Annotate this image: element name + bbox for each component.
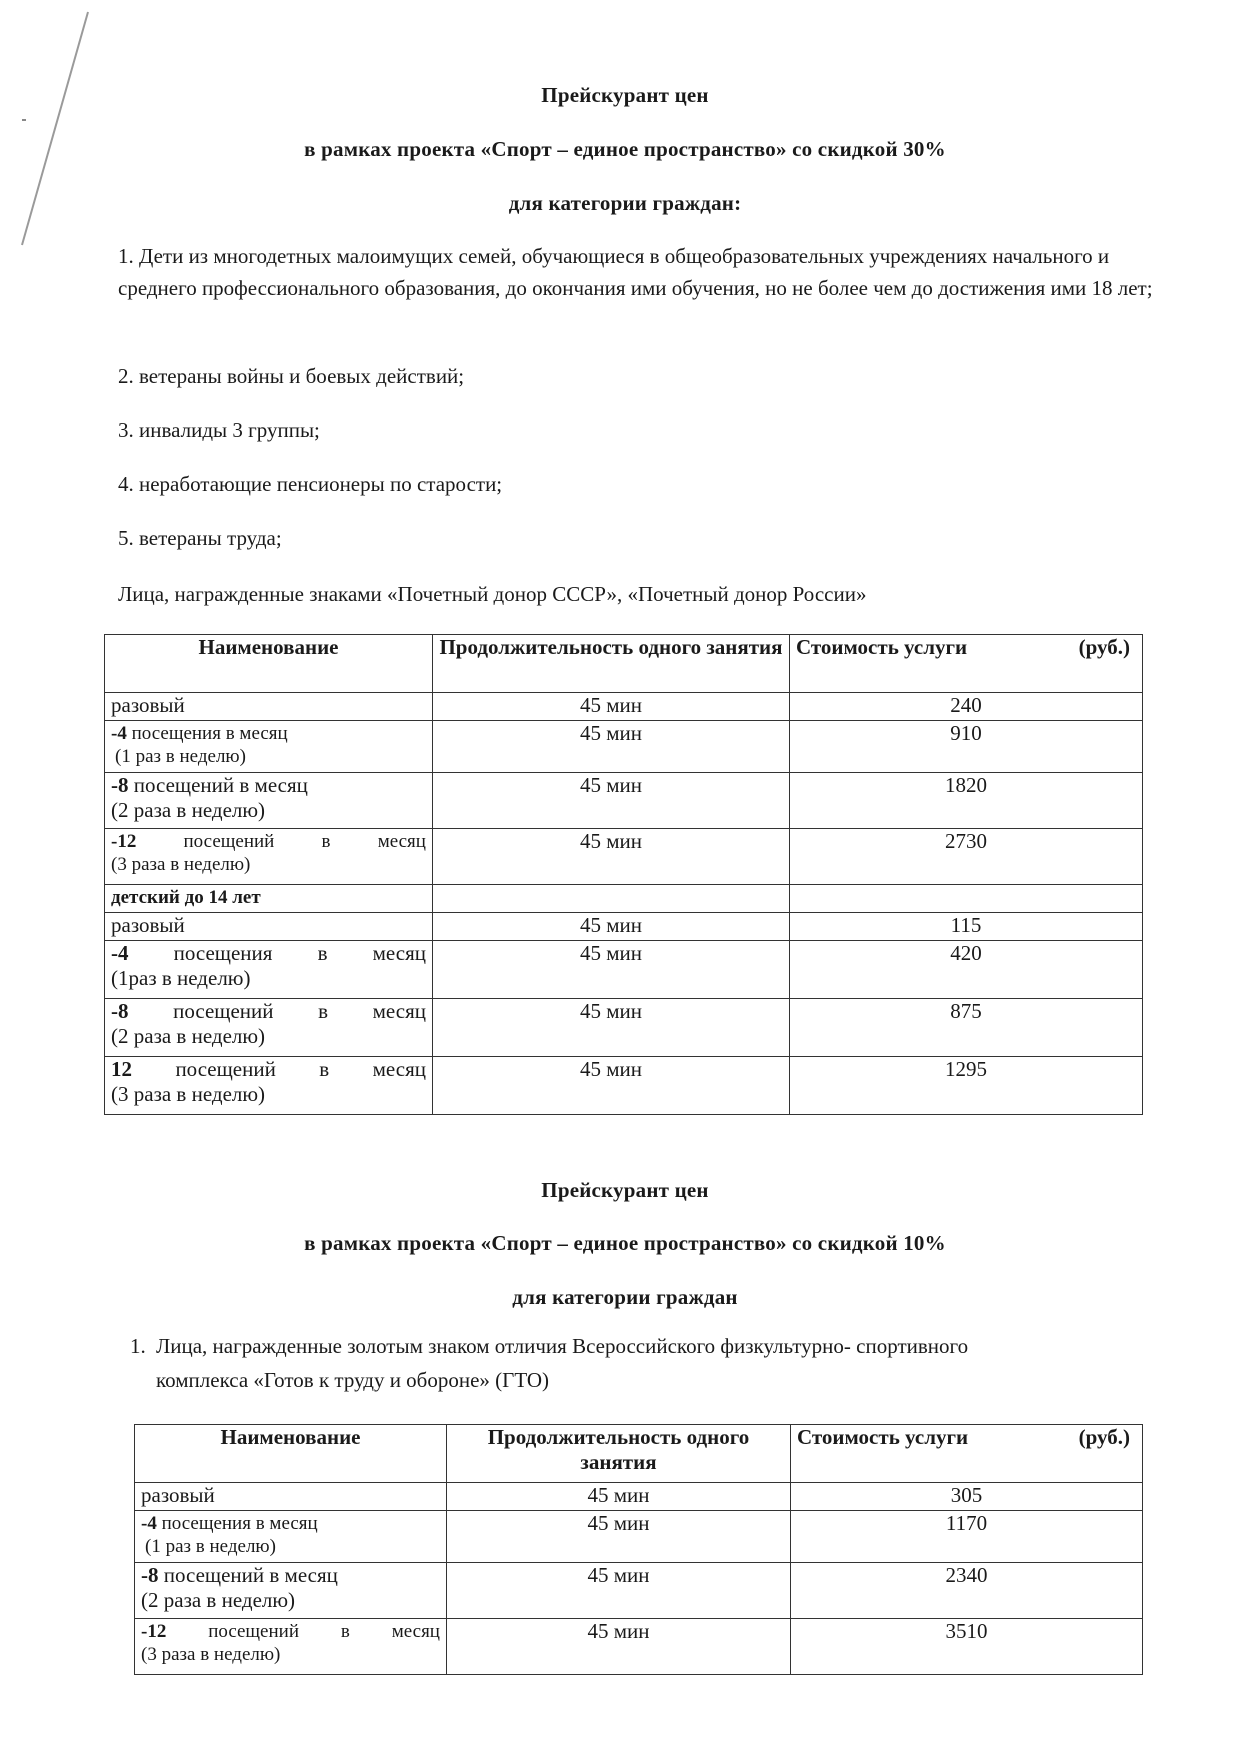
row-word: посещений (208, 1621, 299, 1642)
section1-subtitle: в рамках проекта «Спорт – единое пространство» со скидкой 30% (304, 137, 946, 161)
row-sub: (3 раза в неделю) (111, 854, 251, 875)
row-name (135, 1563, 447, 1619)
row-sub: (2 раза в неделю) (111, 1024, 266, 1048)
header-name: Наименование (135, 1425, 447, 1483)
row-label: посещений в месяц (163, 1563, 338, 1587)
row-name (105, 941, 433, 999)
row-cost: 875 (790, 999, 1143, 1057)
gto-item-line2: комплекса «Готов к труду и обороне» (ГТО) (156, 1368, 550, 1392)
row-cost: 420 (790, 941, 1143, 999)
row-word: посещений (173, 999, 274, 1023)
table-row (105, 1057, 1143, 1115)
row-sub: (3 раза в неделю) (141, 1644, 281, 1665)
row-count: -8 (141, 1563, 159, 1587)
row-count: -4 (141, 1513, 157, 1534)
gto-item-number: 1. (130, 1334, 146, 1358)
section2-subtitle: в рамках проекта «Спорт – единое пространство» со скидкой 10% (304, 1231, 946, 1255)
row-name (105, 1057, 433, 1115)
row-word: в (321, 831, 331, 852)
row-duration: 45 мин (433, 999, 790, 1057)
row-count: -4 (111, 723, 127, 744)
row-word: в (340, 1621, 350, 1642)
row-name (105, 721, 433, 773)
table-row (135, 1511, 1143, 1563)
row-label: посещения в месяц (131, 723, 288, 744)
header-duration: Продолжительность одного занятия (447, 1425, 791, 1483)
row-cost: 2340 (791, 1563, 1143, 1619)
gto-item-line1: Лица, награжденные золотым знаком отличия Всероссийского физкультурно- спортивного (156, 1334, 969, 1358)
empty-cell (433, 885, 790, 913)
table-row (105, 941, 1143, 999)
row-word: месяц (372, 941, 426, 965)
category-item-5: 5. ветераны труда; (118, 526, 282, 550)
row-sub: (1раз в неделю) (111, 966, 251, 990)
row-name (135, 1619, 447, 1675)
row-cost: 910 (790, 721, 1143, 773)
row-duration: 45 мин (433, 829, 790, 885)
row-sub: (3 раза в неделю) (111, 1082, 266, 1106)
empty-cell (790, 885, 1143, 913)
row-word: месяц (372, 1057, 426, 1081)
header-name: Наименование (105, 635, 433, 693)
table-header-row (135, 1425, 1143, 1483)
header-cost-unit: (руб.) (1078, 635, 1130, 659)
row-cost: 240 (790, 693, 1143, 721)
row-cost: 115 (790, 913, 1143, 941)
table-header-row (105, 635, 1143, 693)
row-count: -12 (111, 831, 137, 852)
section1-category-heading: для категории граждан: (508, 191, 742, 215)
category-item-1: 1. Дети из многодетных малоимущих семей, обучающиеся в общеобразовательных учреждениях начального и среднего профессионального образования, до окончания ими обучения, но не более чем до достижения ими 18 лет; (118, 244, 1153, 300)
row-name (105, 773, 433, 829)
row-name: разовый (135, 1483, 447, 1511)
section2-category-heading: для категории граждан (512, 1285, 738, 1309)
row-duration: 45 мин (433, 721, 790, 773)
row-duration: 45 мин (433, 693, 790, 721)
row-duration: 45 мин (447, 1483, 791, 1511)
table-group-row (105, 885, 1143, 913)
scan-edge-mark (0, 0, 100, 260)
table-row (105, 773, 1143, 829)
row-duration: 45 мин (447, 1619, 791, 1675)
table-row (105, 999, 1143, 1057)
row-count: -8 (111, 999, 129, 1023)
category-item-2: 2. ветераны войны и боевых действий; (118, 364, 465, 388)
row-duration: 45 мин (433, 941, 790, 999)
row-cost: 305 (791, 1483, 1143, 1511)
donors-line: Лица, награжденные знаками «Почетный донор СССР», «Почетный донор России» (118, 582, 867, 606)
row-name (105, 999, 433, 1057)
row-duration: 45 мин (447, 1511, 791, 1563)
row-name: разовый (105, 913, 433, 941)
row-duration: 45 мин (433, 913, 790, 941)
table-row (105, 829, 1143, 885)
row-count: 12 (111, 1057, 132, 1081)
price-table-30 (104, 634, 1143, 1115)
row-name (105, 829, 433, 885)
row-label: посещения в месяц (161, 1513, 318, 1534)
row-word: посещений (175, 1057, 276, 1081)
row-name (135, 1511, 447, 1563)
header-cost (790, 635, 1143, 693)
row-word: в (318, 999, 329, 1023)
category-item-3: 3. инвалиды 3 группы; (118, 418, 320, 442)
row-word: посещения (173, 941, 273, 965)
price-table-10 (134, 1424, 1143, 1675)
group-label: детский до 14 лет (105, 885, 433, 913)
row-word: в (317, 941, 328, 965)
row-word: месяц (391, 1621, 440, 1642)
category-item-4: 4. неработающие пенсионеры по старости; (118, 472, 503, 496)
table-row (105, 693, 1143, 721)
row-count: -12 (141, 1621, 167, 1642)
row-cost: 1170 (791, 1511, 1143, 1563)
row-sub: (2 раза в неделю) (111, 798, 266, 822)
row-sub: (1 раз в неделю) (115, 746, 246, 767)
row-count: -8 (111, 773, 129, 797)
section1-title: Прейскурант цен (541, 83, 709, 107)
row-label: посещений в месяц (133, 773, 308, 797)
row-cost: 1295 (790, 1057, 1143, 1115)
header-duration: Продолжительность одного занятия (433, 635, 790, 693)
row-sub: (2 раза в неделю) (141, 1588, 296, 1612)
table-row (105, 721, 1143, 773)
table-row (135, 1563, 1143, 1619)
row-cost: 3510 (791, 1619, 1143, 1675)
header-cost-label: Стоимость услуги (796, 635, 968, 659)
table-row (135, 1483, 1143, 1511)
header-cost-unit: (руб.) (1078, 1425, 1130, 1449)
row-word: в (319, 1057, 330, 1081)
section2-title: Прейскурант цен (541, 1178, 709, 1202)
row-duration: 45 мин (433, 773, 790, 829)
row-word: месяц (372, 999, 426, 1023)
row-duration: 45 мин (433, 1057, 790, 1115)
row-sub: (1 раз в неделю) (145, 1536, 276, 1557)
row-word: месяц (377, 831, 426, 852)
row-name: разовый (105, 693, 433, 721)
row-cost: 1820 (790, 773, 1143, 829)
row-word: посещений (183, 831, 275, 852)
table-row (135, 1619, 1143, 1675)
row-cost: 2730 (790, 829, 1143, 885)
header-cost-label: Стоимость услуги (797, 1425, 969, 1449)
header-cost (791, 1425, 1143, 1483)
row-duration: 45 мин (447, 1563, 791, 1619)
row-count: -4 (111, 941, 129, 965)
table-row (105, 913, 1143, 941)
